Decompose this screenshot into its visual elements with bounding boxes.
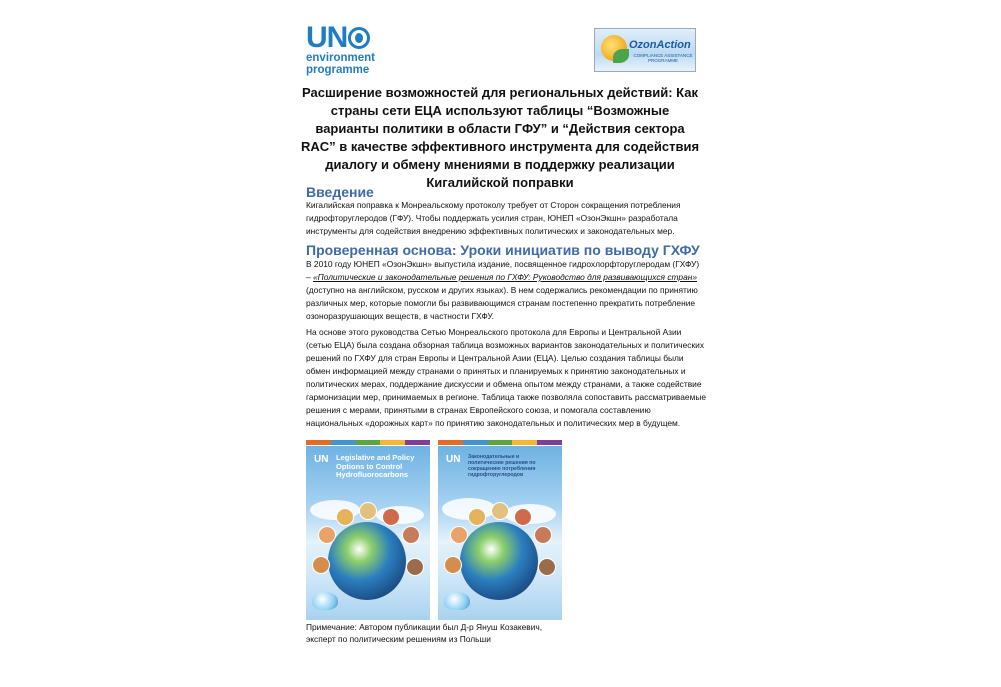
basis-heading: Проверенная основа: Уроки инициатив по выводу ГХФУ (306, 242, 700, 258)
ozonaction-mascot-icon (444, 592, 470, 610)
intro-heading: Введение (306, 184, 374, 200)
leaf-icon (613, 49, 629, 63)
ozonaction-title: OzonAction (629, 39, 691, 51)
photo-circle (534, 526, 552, 544)
photo-circle (312, 556, 330, 574)
photo-circle (538, 558, 556, 576)
color-bar (331, 440, 356, 445)
author-note-line2: эксперт по политическим решениям из Польши (306, 634, 491, 644)
color-bar (438, 440, 463, 445)
photo-circle (382, 508, 400, 526)
unep-un-text: UN (306, 21, 348, 54)
photo-circle (491, 502, 509, 520)
color-bar (306, 440, 331, 445)
cover-un-logo: UN (446, 454, 461, 465)
cover-english (306, 440, 430, 620)
author-note (306, 621, 606, 645)
ozonaction-mascot-icon (312, 592, 338, 610)
color-bar (380, 440, 405, 445)
cover-title-russian: Законодательные и политические решения по сокращению потребления гидрофторуглеродов (468, 454, 536, 478)
color-bar (488, 440, 513, 445)
photo-circle (359, 502, 377, 520)
ozonaction-logo (594, 28, 696, 72)
photo-circle (450, 526, 468, 544)
color-bar (512, 440, 537, 445)
ozonaction-subtitle: COMPLIANCE ASSISTANCE PROGRAMME (633, 53, 693, 63)
cover-russian (438, 440, 562, 620)
photo-circle (468, 508, 486, 526)
cover-un-logo: UN (314, 454, 329, 465)
basis-paragraph-1 (306, 258, 706, 323)
photo-circle (444, 556, 462, 574)
intro-text: Кигалийская поправка к Монреальскому протоколу требует от Сторон сокращения потребления гидрофторуглеродов (ГФУ). Чтобы поддержать усилия стран, ЮНЕП «ОзонЭкшн» разработала инструменты для содействия внедрению эффективных политических и законодательных мер. (306, 200, 681, 236)
earth-icon (328, 522, 406, 600)
color-bar (405, 440, 430, 445)
photo-circle (336, 508, 354, 526)
photo-circle (406, 558, 424, 576)
cover-title-english: Legislative and Policy Options to Control Hydrofluorocarbons (336, 453, 415, 479)
photo-circle (514, 508, 532, 526)
unep-logo (306, 21, 376, 76)
author-note-line1: Примечание: Автором публикации был Д-р Януш Козакевич, (306, 622, 543, 632)
cover-color-bars (306, 440, 430, 445)
globe-icon (348, 27, 370, 49)
photo-circle (402, 526, 420, 544)
basis-p1-before: В 2010 году ЮНЕП «ОзонЭкшн» выпустила издание, посвященное гидрохлорфторуглеродам (ГХФУ) – (306, 259, 700, 282)
cover-color-bars (438, 440, 562, 445)
unep-line1: environment (306, 52, 376, 64)
basis-p1-after: (доступно на английском, русском и других языках). В нем содержались рекомендации по принятию различных мер, которые помогли бы развивающимся странам постепенно прекратить потребление озоноразрушающих веществ, в частности ГХФУ. (306, 285, 698, 321)
color-bar (356, 440, 381, 445)
basis-paragraph-2: На основе этого руководства Сетью Монреальского протокола для Европы и Центральной Азии (сетью ЕЦА) была создана обзорная таблица возможных вариантов законодательных и политических решений по ГХФУ для стран Европы и Центральной Азии (ЕЦА). Целью создания таблицы были обмен информацией между странами о принятых и планируемых к принятию законодательных и политических мерах, поддержание дискуссии и обмена опытом между странами, а также содействие гармонизации мер, принимаемых в регионе. Таблица также позволяла сопоставить рассматриваемые решения с мерами, принятыми в странах Европейского союза, и помогала составлению национальных «дорожных карт» по принятию законодательных и политических мер в будущем. (306, 327, 707, 428)
photo-circle (318, 526, 336, 544)
document-title: Расширение возможностей для региональных действий: Как страны сети ЕЦА используют таблицы “Возможные варианты политики в области ГФУ” и “Действия сектора RAC” в качестве эффективного инструмента для содействия диалогу и обмену мнениями в поддержку реализации Кигалийской поправки (300, 85, 700, 190)
color-bar (537, 440, 562, 445)
color-bar (463, 440, 488, 445)
unep-line2: programme (306, 64, 370, 76)
earth-icon (460, 522, 538, 600)
guide-link[interactable]: «Политические и законодательные решения по ГХФУ: Руководство для развивающихся стран» (313, 272, 697, 282)
